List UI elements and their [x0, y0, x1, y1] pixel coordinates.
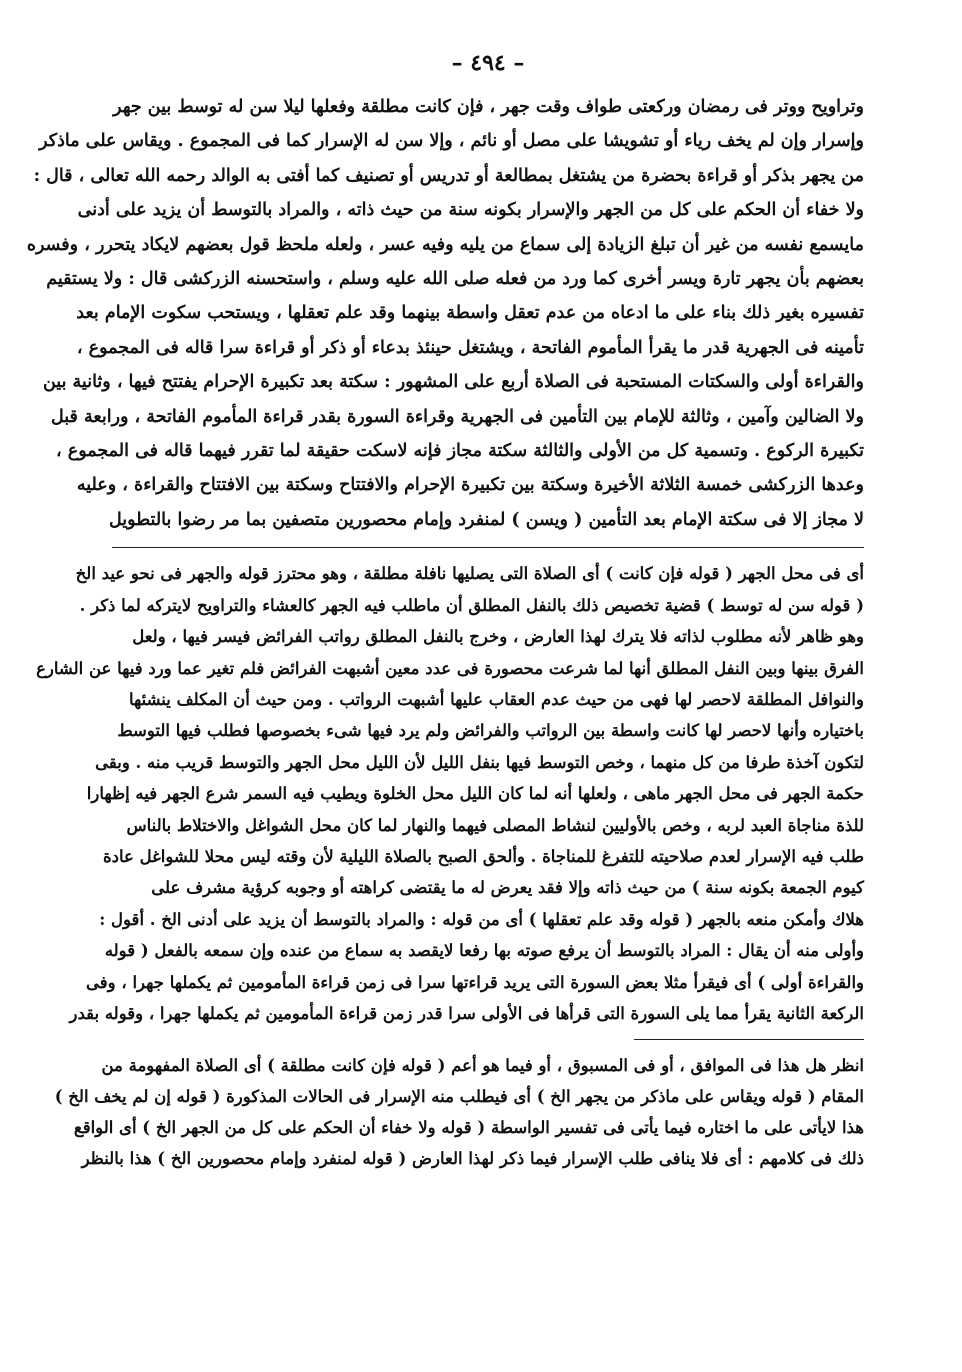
- commentary-line: والنوافل المطلقة لاحصر لها فهى من حيث عدم العقاب عليها أشبهت الرواتب . ومن حيث أن المكلف ينشئها: [128, 689, 864, 709]
- main-text-line: مايسمع نفسه من غير أن تبلغ الزيادة إلى سماع من يليه وفيه عسر ، ولعله ملحظ قول بعضهم لايكاد يتحرر ، وفسره: [26, 234, 864, 255]
- commentary-block: [36, 558, 864, 1029]
- commentary-line: للذة مناجاة العبد لربه ، وخص بالأوليين لنشاط المصلى فيهما والنهار لما كان محل الشواغل والاختلاط بالناس: [126, 815, 864, 835]
- main-text-line: ولا خفاء أن الحكم على كل من الجهر والإسرار بكونه سنة من حيث ذاته ، والمراد بالتوسط أن يزيد على أدنى: [77, 200, 864, 221]
- main-text-line: تأمينه فى الجهرية قدر ما يقرأ المأموم الفاتحة ، ويشتغل حينئذ بدعاء أو ذكر أو قراءة سرا قاله فى المجموع ،: [76, 337, 864, 358]
- commentary-line: أى فى محل الجهر ( قوله فإن كانت ) أى الصلاة التى يصليها نافلة مطلقة ، وهو محترز قوله والجهر فى نحو عيد الخ: [75, 564, 864, 584]
- gloss-divider: [634, 1039, 864, 1040]
- commentary-line: وهو ظاهر لأنه مطلوب لذاته فلا يترك لهذا العارض ، وخرج بالنفل المطلق رواتب الفرائض فيسر فيها ، ولعل: [132, 627, 864, 647]
- main-text-line: من يجهر بذكر أو قراءة بحضرة من يشتغل بمطالعة أو تدريس أو تصنيف كما أفتى به الوالد رحمه الله تعالى ، قال :: [33, 165, 864, 186]
- page-number: – ٤٩٤ –: [451, 50, 525, 76]
- commentary-line: الفرق بينها وبين النفل المطلق أنها لما شرعت محصورة فى عدد معين أشبهت الفرائض فلم تغير عما ورد فيها عن الشارع: [36, 658, 864, 678]
- commentary-line: هلاك وأمكن منعه بالجهر ( قوله وقد علم تعقلها ) أى من قوله : والمراد بالتوسط أن يزيد على أدنى الخ . أقول :: [99, 909, 864, 929]
- commentary-line: لتكون آخذة طرفا من كل منهما ، وخص التوسط فيها بنفل الليل لأن الليل محل الجهر والتوسط قريب منه . وبقى: [95, 752, 864, 772]
- main-text-line: بعضهم بأن يجهر تارة ويسر أخرى كما ورد من فعله صلى الله عليه وسلم ، واستحسنه الزركشى قال : ولا يستقيم: [46, 269, 864, 290]
- commentary-line: وأولى منه أن يقال : المراد بالتوسط أن يرفع صوته بها رفعا لايقصد به سماع من عنده وإن سمعه بالفعل ( قوله: [104, 941, 864, 961]
- commentary-line: الركعة الثانية يقرأ مما يلى السورة التى قرأها فى الأولى سرا قدر زمن قراءة المأمومين ثم يكملها جهرا ، وقوله بقدر: [69, 1003, 864, 1023]
- main-text-line: تفسيره بغير ذلك بناء على ما ادعاه من عدم تعقل واسطة بينهما وقد علم تعقلها ، ويستحب سكوت الإمام بعد: [76, 303, 864, 324]
- main-text-line: وإسرار وإن لم يخف رياء أو تشويشا على مصل أو نائم ، وإلا سن له الإسرار كما فى المجموع . ويقاس على ماذكر: [39, 131, 864, 152]
- main-text-line: والقراءة أولى والسكتات المستحبة فى الصلاة أربع على المشهور : سكتة بعد تكبيرة الإحرام يفتتح فيها ، وثانية بين: [42, 372, 864, 393]
- commentary-line: باختياره وأنها لاحصر لها كانت واسطة بين الرواتب والفرائض ولم يرد فيها شىء بخصوصها فطلب فيها التوسط: [117, 721, 864, 741]
- gloss-line: انظر هل هذا فى الموافق ، أو فى المسبوق ، أو فيما هو أعم ( قوله فإن كانت مطلقة ) أى الصلاة المفهومة من: [101, 1056, 864, 1076]
- gloss-line: ذلك فى كلامهم : أى فلا ينافى طلب الإسرار فيما ذكر لهذا العارض ( قوله لمنفرد وإمام محصورين الخ ) هذا بالنظر: [81, 1149, 864, 1169]
- commentary-line: والقراءة أولى ) أى فيقرأ مثلا بعض السورة التى يريد قراءتها سرا فى زمن قراءة المأمومين ثم يكملها جهرا ، وفى: [86, 972, 864, 992]
- section-divider: [112, 547, 864, 548]
- commentary-line: ( قوله سن له توسط ) قضية تخصيص ذلك بالنفل المطلق أن ماطلب فيه الجهر كالعشاء والتراويح لايتركه لما ذكر .: [79, 595, 864, 615]
- gloss-block: [54, 1050, 864, 1174]
- main-text-line: وتراويح ووتر فى رمضان وركعتى طواف وقت جهر ، فإن كانت مطلقة وفعلها ليلا سن له توسط بين جهر: [113, 97, 864, 117]
- commentary-line: طلب فيه الإسرار لعدم صلاحيته للتفرغ للمناجاة . وألحق الصبح بالصلاة الليلية لأن وقته ليس محلا للشواغل عادة: [103, 846, 864, 866]
- gloss-line: المقام ( قوله ويقاس على ماذكر من يجهر الخ ) أى فيطلب منه الإسرار فى الحالات المذكورة ( قوله إن لم يخف الخ ): [54, 1087, 864, 1107]
- main-text-line: تكبيرة الركوع . وتسمية كل من الأولى والثالثة سكتة مجاز فإنه لاسكت حقيقة لما تقرر فيهما قاله فى المجموع ،: [56, 441, 864, 462]
- main-text-line: وعدها الزركشى خمسة الثلاثة الأخيرة وسكتة بين تكبيرة الإحرام والافتتاح وسكتة بين الافتتاح والقراءة ، وعليه: [76, 475, 864, 496]
- commentary-line: حكمة الجهر فى محل الجهر ماهى ، ولعلها أنه لما كان الليل محل الخلوة ويطيب فيه السمر شرع الجهر فيه إظهارا: [86, 784, 864, 804]
- main-text-line: ولا الضالين وآمين ، وثالثة للإمام بين التأمين فى الجهرية وقراءة السورة بقدر قراءة المأموم الفاتحة ، ورابعة قبل: [51, 406, 864, 427]
- commentary-line: كيوم الجمعة بكونه سنة ) من حيث ذاته وإلا فقد يعرض له ما يقتضى كراهته أو وجوبه كرؤية مشرف على: [151, 878, 864, 898]
- main-text-line: لا مجاز إلا فى سكتة الإمام بعد التأمين ( ويسن ) لمنفرد وإمام محصورين متصفين بما مر رضوا بالتطويل: [109, 509, 864, 530]
- main-text-block: [26, 90, 864, 537]
- gloss-line: هذا لايأتى على ما اختاره فيما يأتى فى تفسير الواسطة ( قوله ولا خفاء أن الحكم على كل من الجهر الخ ) أى الواقع: [73, 1118, 864, 1138]
